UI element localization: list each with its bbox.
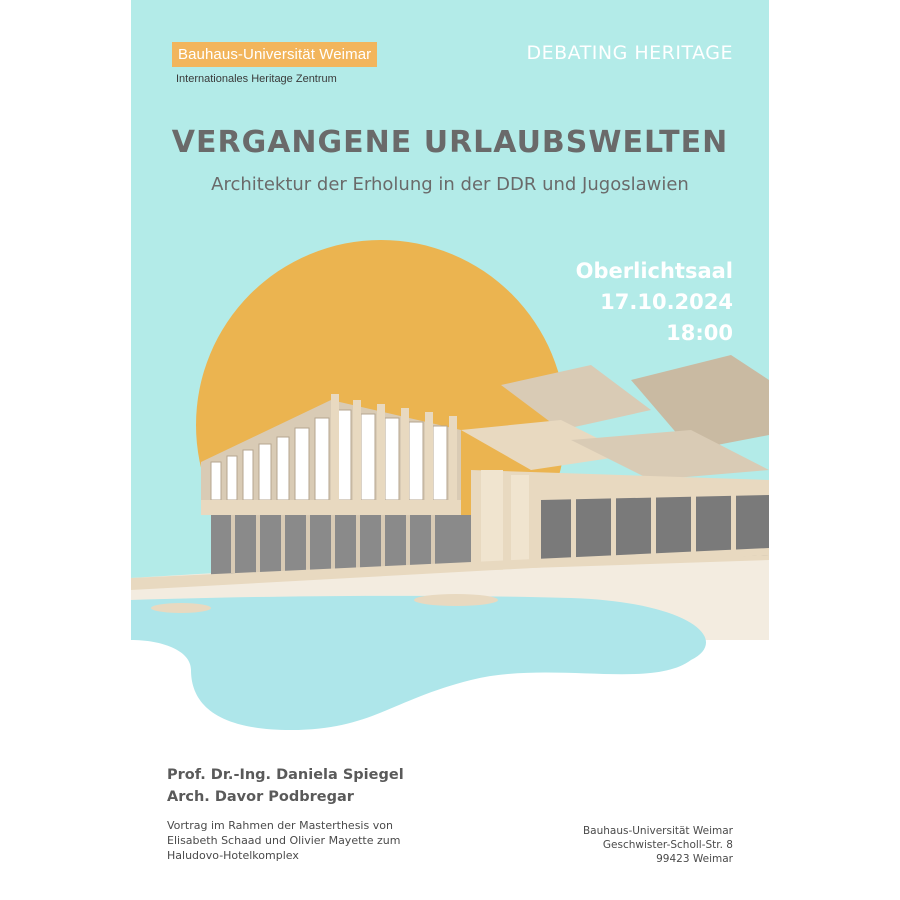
university-logo: Bauhaus-Universität Weimar [172, 42, 377, 67]
address-line: 99423 Weimar [656, 853, 733, 865]
stepping-stone-right [414, 594, 498, 606]
pool-water [131, 596, 706, 730]
event-time: 18:00 [666, 321, 733, 345]
series-label: DEBATING HERITAGE [526, 42, 733, 64]
note-line: Elisabeth Schaad und Olivier Mayette zum [167, 834, 401, 847]
page-subtitle: Architektur der Erholung in der DDR und Jugoslawien [211, 174, 689, 195]
address-line: Geschwister-Scholl-Str. 8 [602, 839, 733, 851]
address-line: Bauhaus-Universität Weimar [582, 825, 733, 837]
note-line: Vortrag im Rahmen der Masterthesis von [167, 819, 393, 832]
hotel-illustration [131, 0, 769, 760]
speaker-name: Arch. Davor Podbregar [167, 789, 354, 805]
event-date: 17.10.2024 [600, 290, 733, 314]
note-line: Haludovo-Hotelkomplex [167, 849, 299, 862]
lecture-note [167, 818, 400, 863]
speaker-name: Prof. Dr.-Ing. Daniela Spiegel [167, 767, 404, 783]
event-details [576, 256, 733, 349]
speakers-list [167, 764, 404, 808]
stepping-stone-left [151, 603, 211, 613]
event-venue: Oberlichtsaal [575, 259, 733, 283]
page-title: VERGANGENE URLAUBSWELTEN [171, 125, 729, 160]
address-block [583, 824, 733, 866]
poster [131, 0, 769, 900]
heritage-center-label: Internationales Heritage Zentrum [176, 73, 337, 85]
